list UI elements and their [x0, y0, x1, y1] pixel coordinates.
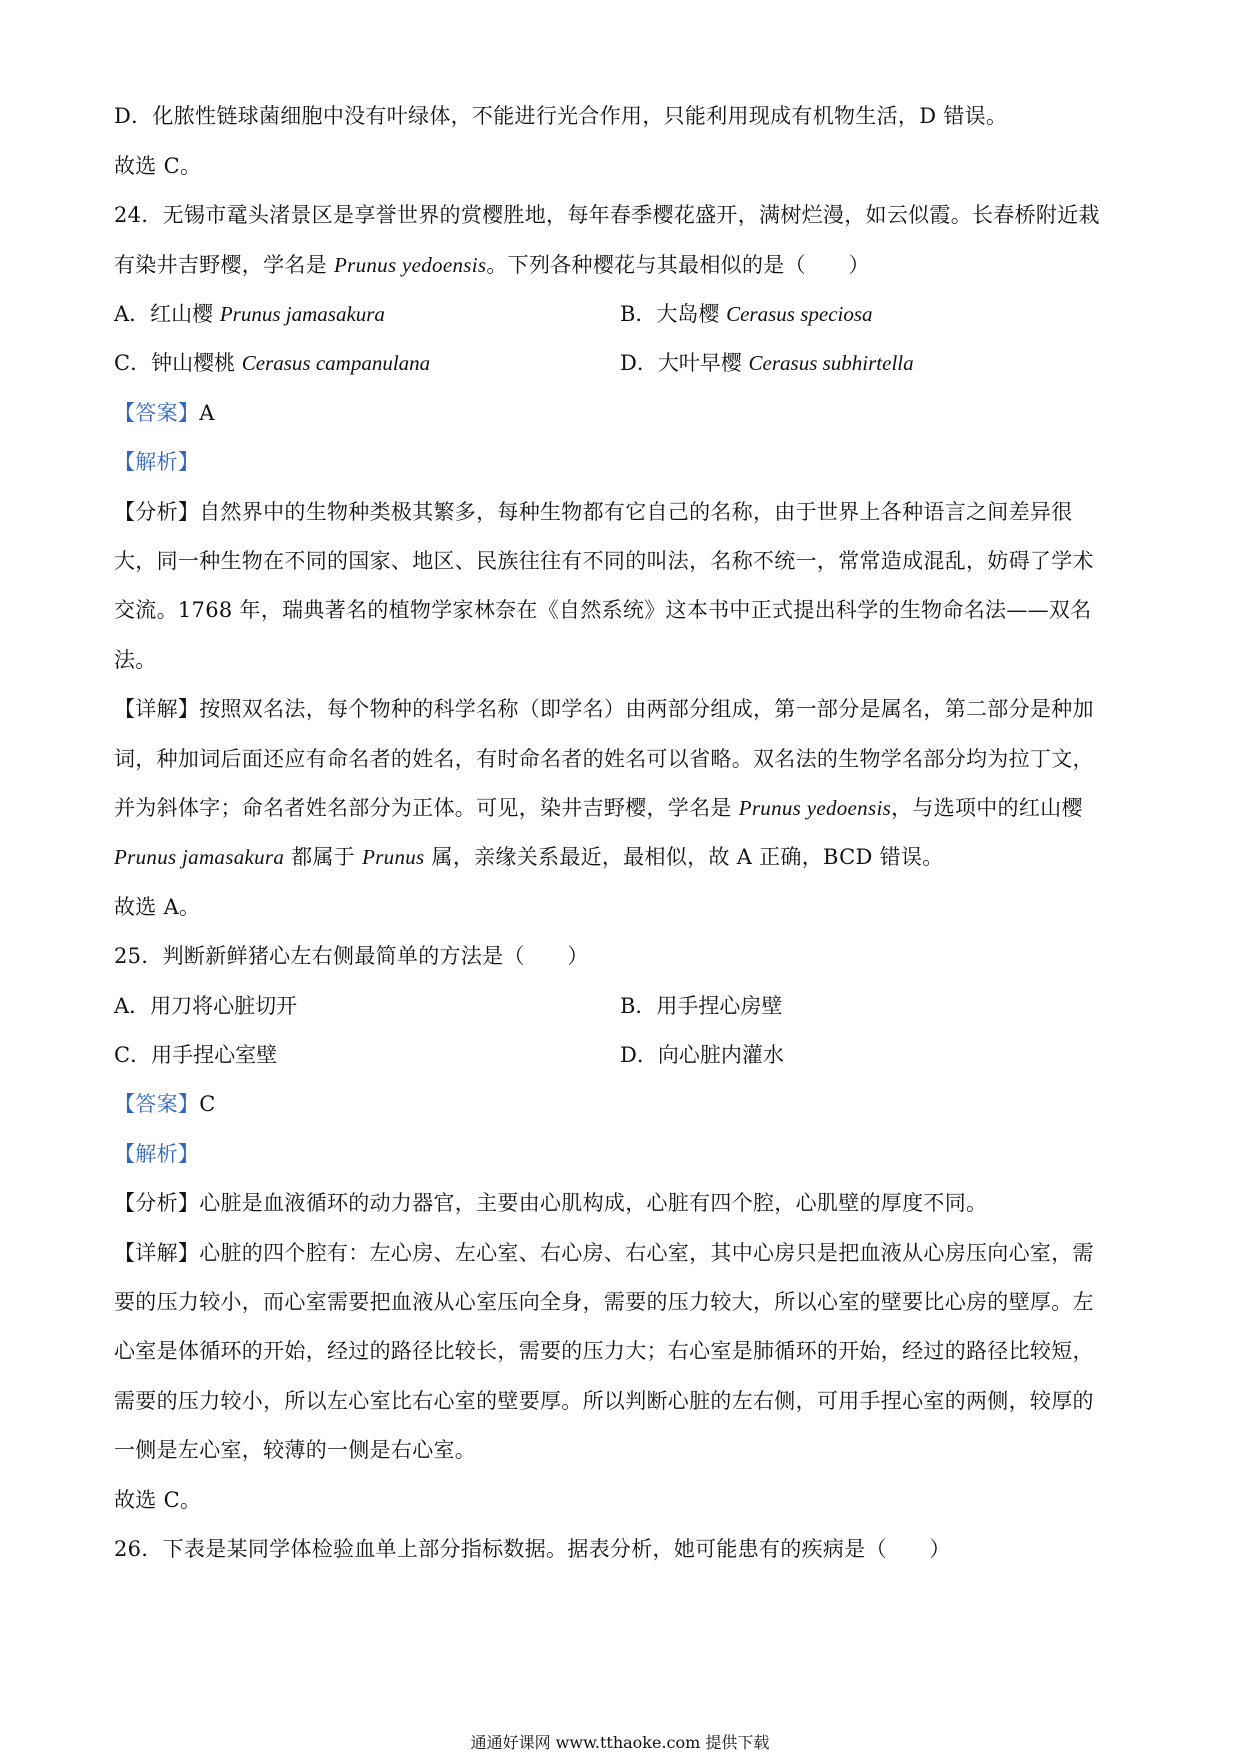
- q24-xiangjie-line-4: Prunus jamasakura 都属于 Prunus 属，亲缘关系最近，最相似，故 A 正确，BCD 错误。: [114, 845, 944, 869]
- q24-option-c: C．钟山樱桃 Cerasus campanulana: [114, 351, 431, 375]
- q24-option-d: D．大叶早樱 Cerasus subhirtella: [620, 351, 914, 375]
- q24-option-a: A．红山樱 Prunus jamasakura: [114, 302, 385, 326]
- q24-stem-line-1: 24．无锡市鼋头渚景区是享誉世界的赏樱胜地，每年春季樱花盛开，满树烂漫，如云似霞。长春桥附近栽: [114, 203, 1100, 227]
- q25-stem: 25．判断新鲜猪心左右侧最简单的方法是（ ）: [114, 944, 589, 968]
- q25-option-b: B．用手捏心房壁: [620, 994, 783, 1018]
- q24-analysis-heading: 【解析】: [114, 450, 200, 474]
- q25-analysis-heading: 【解析】: [114, 1142, 200, 1166]
- q25-option-a: A．用刀将心脏切开: [114, 994, 298, 1018]
- q25-option-c: C．用手捏心室壁: [114, 1043, 278, 1067]
- q24-stem-line-2: 有染井吉野樱，学名是 Prunus yedoensis。下列各种樱花与其最相似的是（ ）: [114, 253, 870, 277]
- q26-stem: 26．下表是某同学体检验血单上部分指标数据。据表分析，她可能患有的疾病是（ ）: [114, 1537, 951, 1561]
- q25-xiangjie-line-4: 需要的压力较小，所以左心室比右心室的壁要厚。所以判断心脏的左右侧，可用手捏心室的两侧，较厚的: [114, 1389, 1094, 1413]
- q23-option-d-explanation: D．化脓性链球菌细胞中没有叶绿体，不能进行光合作用，只能利用现成有机物生活，D 错误。: [114, 104, 1008, 128]
- q25-conclusion: 故选 C。: [114, 1488, 202, 1512]
- q24-fenxi-line-3: 交流。1768 年，瑞典著名的植物学家林奈在《自然系统》这本书中正式提出科学的生物命名法——双名: [114, 598, 1092, 622]
- q25-xiangjie-line-3: 心室是体循环的开始，经过的路径比较长，需要的压力大；右心室是肺循环的开始，经过的路径比较短，: [114, 1339, 1094, 1363]
- q24-fenxi-line-2: 大，同一种生物在不同的国家、地区、民族往往有不同的叫法，名称不统一，常常造成混乱，妨碍了学术: [114, 549, 1094, 573]
- q24-xiangjie-line-1: 【详解】按照双名法，每个物种的科学名称（即学名）由两部分组成，第一部分是属名，第二部分是种加: [114, 697, 1094, 721]
- q24-fenxi-line-4: 法。: [114, 648, 157, 672]
- q23-conclusion: 故选 C。: [114, 154, 202, 178]
- q25-xiangjie-line-2: 要的压力较小，而心室需要把血液从心室压向全身，需要的压力较大，所以心室的壁要比心房的壁厚。左: [114, 1290, 1094, 1314]
- q24-xiangjie-line-3: 并为斜体字；命名者姓名部分为正体。可见，染井吉野樱，学名是 Prunus yedoensis，与选项中的红山樱: [114, 796, 1083, 820]
- q25-xiangjie-line-5: 一侧是左心室，较薄的一侧是右心室。: [114, 1438, 477, 1462]
- q25-xiangjie-line-1: 【详解】心脏的四个腔有：左心房、左心室、右心房、右心室，其中心房只是把血液从心房压向心室，需: [114, 1241, 1094, 1265]
- q25-fenxi-line-1: 【分析】心脏是血液循环的动力器官，主要由心肌构成，心脏有四个腔，心肌壁的厚度不同。: [114, 1191, 988, 1215]
- q24-option-b: B．大岛樱 Cerasus speciosa: [620, 302, 873, 326]
- q24-answer: 【答案】A: [114, 401, 215, 425]
- q24-xiangjie-line-2: 词，种加词后面还应有命名者的姓名，有时命名者的姓名可以省略。双名法的生物学名部分均为拉丁文，: [114, 747, 1094, 771]
- q25-answer: 【答案】C: [114, 1092, 216, 1116]
- q25-option-d: D．向心脏内灌水: [620, 1043, 784, 1067]
- q24-conclusion: 故选 A。: [114, 895, 201, 919]
- page-footer: 通通好课网 www.tthaoke.com 提供下载: [470, 1733, 770, 1752]
- q24-fenxi-line-1: 【分析】自然界中的生物种类极其繁多，每种生物都有它自己的名称，由于世界上各种语言之间差异很: [114, 500, 1073, 524]
